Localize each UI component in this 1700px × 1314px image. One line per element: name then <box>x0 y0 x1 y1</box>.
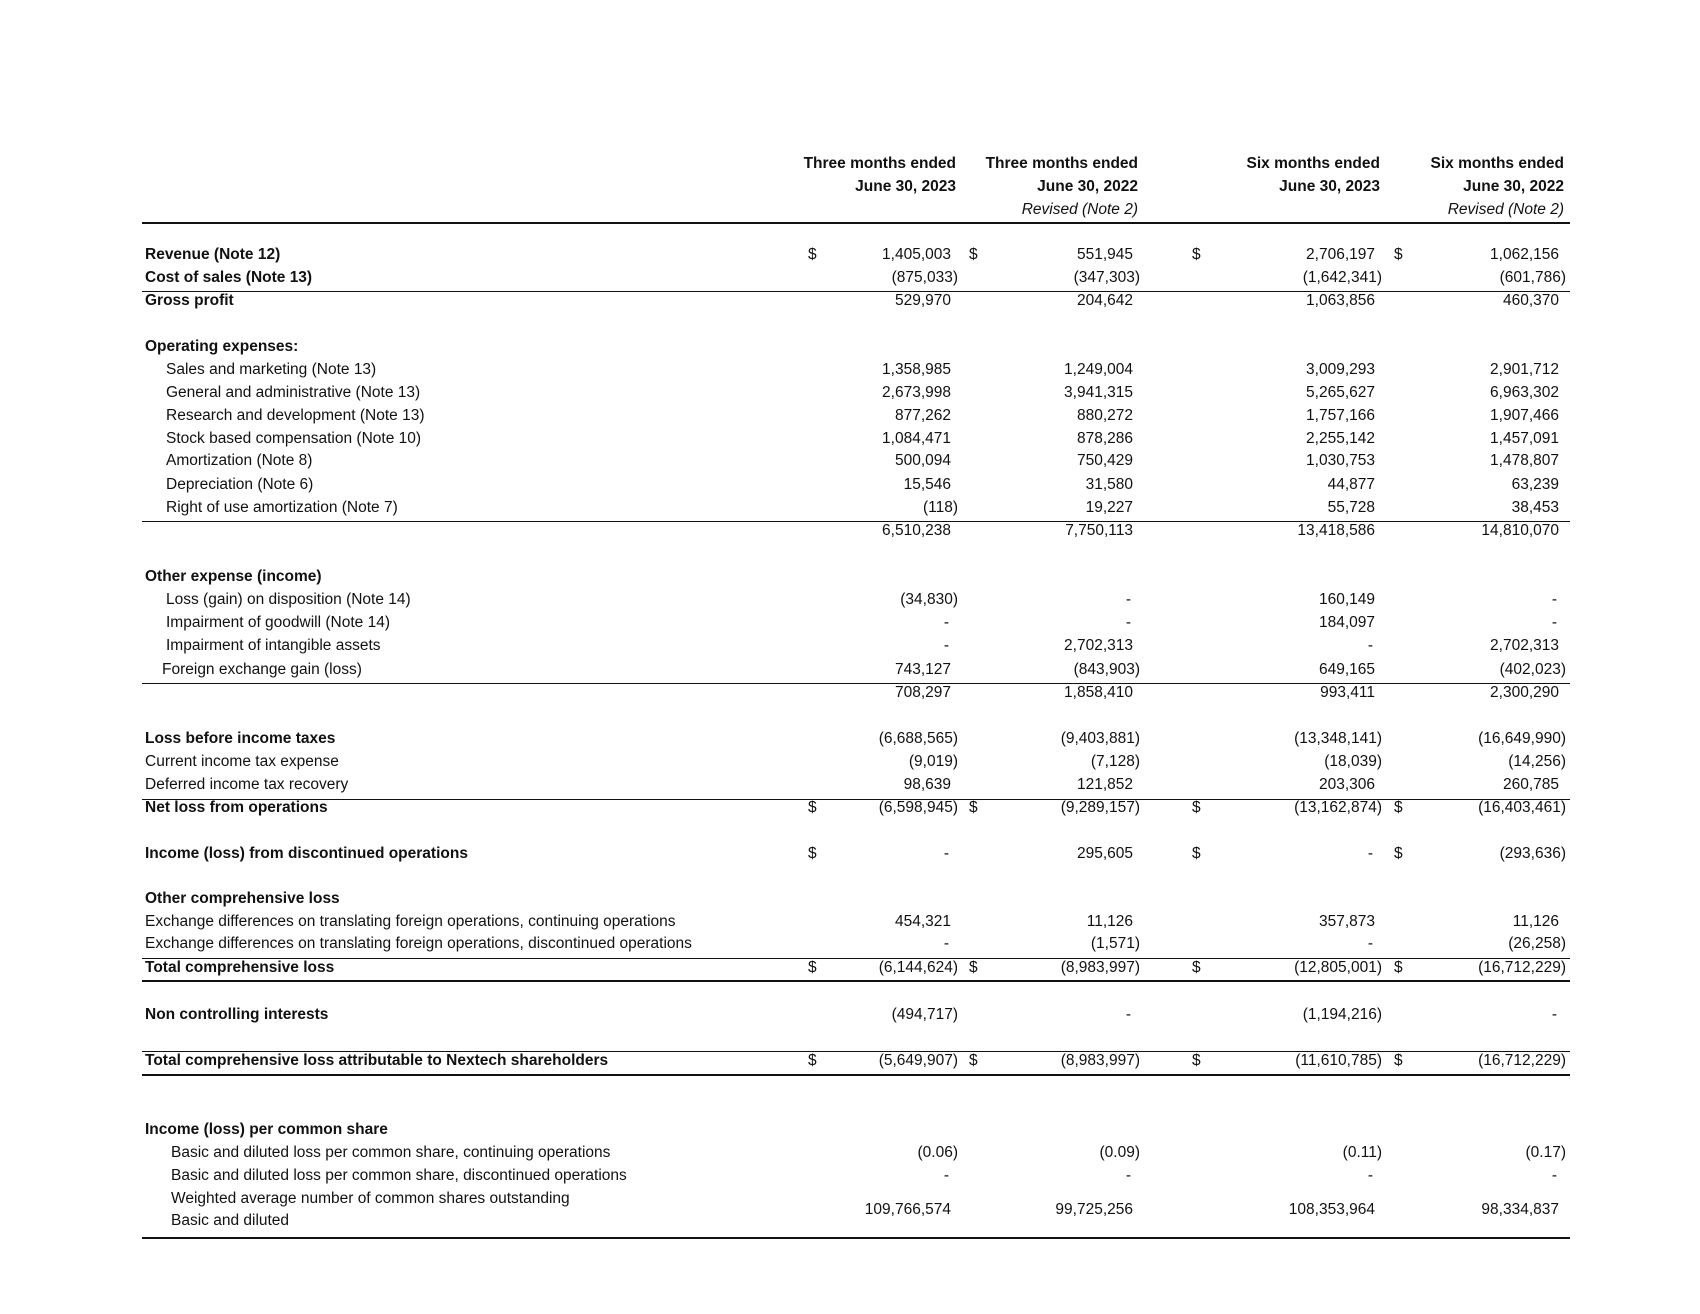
value-fx-gain-loss-col4: (402,023) <box>1499 661 1566 678</box>
value-net-loss-ops-col2: (9,289,157) <box>1060 799 1140 816</box>
value-fx-continuing-col4: 11,126 <box>1512 913 1559 930</box>
revised-note: Revised (Note 2) <box>1021 201 1138 218</box>
column-header-3: Six months ended June 30, 2023 <box>1246 155 1380 195</box>
value-other-total-col1: 708,297 <box>894 684 951 701</box>
row-label-current-tax: Current income tax expense <box>145 753 339 770</box>
value-loss-before-tax-col2: (9,403,881) <box>1060 730 1140 747</box>
value-impairment-intangible-col1: - <box>943 637 949 654</box>
value-gross-profit-col2: 204,642 <box>1076 292 1133 309</box>
column-header-1: Three months ended June 30, 2023 <box>803 155 956 195</box>
row-label-total-attributable: Total comprehensive loss attributable to Nextech shareholders <box>145 1052 609 1069</box>
value-other-total-col3: 993,411 <box>1320 684 1375 701</box>
value-amortization-col3: 1,030,753 <box>1306 452 1375 469</box>
value-depreciation-col4: 63,239 <box>1511 476 1559 493</box>
value-weighted-avg-col3: 108,353,964 <box>1288 1201 1375 1218</box>
value-total-attributable-col4: (16,712,229) <box>1478 1052 1566 1069</box>
value-deferred-tax-col2: 121,852 <box>1076 776 1133 793</box>
value-stock-comp-col2: 878,286 <box>1076 430 1133 447</box>
currency-symbol: $ <box>1192 799 1201 816</box>
value-sales-marketing-col4: 2,901,712 <box>1490 361 1559 378</box>
row-label-amortization: Amortization (Note 8) <box>166 452 313 469</box>
value-current-tax-col2: (7,128) <box>1090 753 1140 770</box>
row-label-loss-before-tax: Loss before income taxes <box>145 730 336 747</box>
value-weighted-avg-col4: 98,334,837 <box>1481 1201 1559 1218</box>
value-cost-of-sales-col2: (347,303) <box>1073 269 1140 286</box>
value-revenue-col1: 1,405,003 <box>882 246 951 263</box>
value-loss-gain-disposition-col2: - <box>1125 591 1131 608</box>
value-fx-continuing-col3: 357,873 <box>1318 913 1375 930</box>
value-opex-total-col2: 7,750,113 <box>1065 522 1133 539</box>
value-non-controlling-col3: (1,194,216) <box>1302 1006 1382 1023</box>
value-net-loss-ops-col3: (13,162,874) <box>1294 799 1382 816</box>
currency-symbol: $ <box>808 246 817 263</box>
value-total-attributable-col1: (5,649,907) <box>878 1052 958 1069</box>
currency-symbol: $ <box>1192 959 1201 976</box>
value-non-controlling-col4: - <box>1551 1006 1557 1023</box>
value-total-comprehensive-col4: (16,712,229) <box>1478 959 1566 976</box>
row-label-weighted-avg-line2: Basic and diluted <box>171 1212 290 1229</box>
value-impairment-intangible-col4: 2,702,313 <box>1490 637 1559 654</box>
row-label-revenue: Revenue (Note 12) <box>145 246 281 263</box>
value-eps-continuing-col3: (0.11) <box>1342 1144 1382 1161</box>
value-opex-total-col3: 13,418,586 <box>1297 522 1375 539</box>
value-loss-gain-disposition-col1: (34,830) <box>900 591 958 608</box>
value-discontinued-col3: - <box>1367 845 1373 862</box>
value-weighted-avg-col1: 109,766,574 <box>864 1201 951 1218</box>
row-label-eps-continuing: Basic and diluted loss per common share, continuing operations <box>171 1144 611 1161</box>
value-research-dev-col4: 1,907,466 <box>1490 407 1559 424</box>
value-total-attributable-col3: (11,610,785) <box>1295 1052 1382 1069</box>
row-label-deferred-tax: Deferred income tax recovery <box>145 776 349 793</box>
value-other-total-col2: 1,858,410 <box>1064 684 1133 701</box>
currency-symbol: $ <box>1192 246 1201 263</box>
row-label-impairment-intangible: Impairment of intangible assets <box>166 637 381 654</box>
revised-note: Revised (Note 2) <box>1447 201 1564 218</box>
currency-symbol: $ <box>969 1052 978 1069</box>
value-current-tax-col1: (9,019) <box>908 753 958 770</box>
row-label-fx-gain-loss: Foreign exchange gain (loss) <box>162 661 362 678</box>
value-depreciation-col1: 15,546 <box>903 476 951 493</box>
value-deferred-tax-col4: 260,785 <box>1502 776 1559 793</box>
currency-symbol: $ <box>808 1052 817 1069</box>
value-opex-total-col1: 6,510,238 <box>882 522 951 539</box>
row-label-rou-amortization: Right of use amortization (Note 7) <box>166 499 398 516</box>
value-current-tax-col4: (14,256) <box>1508 753 1566 770</box>
value-research-dev-col3: 1,757,166 <box>1306 407 1375 424</box>
value-loss-before-tax-col4: (16,649,990) <box>1478 730 1566 747</box>
row-label-stock-comp: Stock based compensation (Note 10) <box>166 430 422 447</box>
value-impairment-goodwill-col3: 184,097 <box>1318 614 1375 631</box>
row-label-per-share: Income (loss) per common share <box>145 1121 388 1138</box>
currency-symbol: $ <box>1394 959 1403 976</box>
row-label-fx-continuing: Exchange differences on translating foreign operations, continuing operations <box>145 913 676 930</box>
value-discontinued-col2: 295,605 <box>1076 845 1133 862</box>
row-label-depreciation: Depreciation (Note 6) <box>166 476 314 493</box>
currency-symbol: $ <box>1192 845 1201 862</box>
value-gross-profit-col1: 529,970 <box>894 292 951 309</box>
value-eps-continuing-col4: (0.17) <box>1525 1144 1566 1161</box>
row-label-general-admin: General and administrative (Note 13) <box>166 384 421 401</box>
row-label-operating-expenses: Operating expenses: <box>145 338 299 355</box>
value-loss-before-tax-col3: (13,348,141) <box>1294 730 1382 747</box>
value-impairment-intangible-col2: 2,702,313 <box>1064 637 1133 654</box>
value-net-loss-ops-col4: (16,403,461) <box>1478 799 1566 816</box>
value-amortization-col1: 500,094 <box>894 452 951 469</box>
value-gross-profit-col4: 460,370 <box>1502 292 1559 309</box>
value-revenue-col2: 551,945 <box>1076 246 1133 263</box>
row-label-other-comprehensive: Other comprehensive loss <box>145 890 340 907</box>
value-other-total-col4: 2,300,290 <box>1490 684 1559 701</box>
rule-bottom <box>142 1237 1570 1239</box>
value-research-dev-col1: 877,262 <box>894 407 951 424</box>
currency-symbol: $ <box>969 246 978 263</box>
value-gross-profit-col3: 1,063,856 <box>1306 292 1375 309</box>
value-eps-discontinued-col1: - <box>943 1167 949 1184</box>
value-rou-amortization-col2: 19,227 <box>1085 499 1133 516</box>
value-fx-discontinued-col2: (1,571) <box>1090 935 1140 952</box>
column-header-4: Six months ended June 30, 2022 Revised (Note 2) <box>1368 152 1564 221</box>
row-label-cost-of-sales: Cost of sales (Note 13) <box>145 269 313 286</box>
value-eps-continuing-col2: (0.09) <box>1099 1144 1140 1161</box>
currency-symbol: $ <box>1394 845 1403 862</box>
row-label-fx-discontinued: Exchange differences on translating foreign operations, discontinued operations <box>145 935 692 952</box>
value-rou-amortization-col3: 55,728 <box>1327 499 1375 516</box>
value-loss-gain-disposition-col3: 160,149 <box>1318 591 1375 608</box>
value-rou-amortization-col4: 38,453 <box>1511 499 1559 516</box>
value-research-dev-col2: 880,272 <box>1076 407 1133 424</box>
rule-total-comprehensive <box>142 980 1570 982</box>
value-total-comprehensive-col3: (12,805,001) <box>1294 959 1382 976</box>
value-fx-gain-loss-col3: 649,165 <box>1318 661 1375 678</box>
value-non-controlling-col1: (494,717) <box>891 1006 958 1023</box>
value-amortization-col2: 750,429 <box>1076 452 1133 469</box>
row-label-other-expense: Other expense (income) <box>145 568 322 585</box>
value-revenue-col4: 1,062,156 <box>1490 246 1559 263</box>
value-discontinued-col4: (293,636) <box>1499 845 1566 862</box>
row-label-research-dev: Research and development (Note 13) <box>166 407 425 424</box>
row-label-sales-marketing: Sales and marketing (Note 13) <box>166 361 377 378</box>
value-impairment-goodwill-col2: - <box>1125 614 1131 631</box>
currency-symbol: $ <box>1394 799 1403 816</box>
value-sales-marketing-col3: 3,009,293 <box>1306 361 1375 378</box>
currency-symbol: $ <box>808 845 817 862</box>
value-general-admin-col3: 5,265,627 <box>1306 384 1375 401</box>
value-amortization-col4: 1,478,807 <box>1490 452 1559 469</box>
currency-symbol: $ <box>808 959 817 976</box>
value-net-loss-ops-col1: (6,598,945) <box>878 799 958 816</box>
value-impairment-goodwill-col4: - <box>1551 614 1557 631</box>
value-eps-discontinued-col2: - <box>1125 1167 1131 1184</box>
value-total-attributable-col2: (8,983,997) <box>1060 1052 1140 1069</box>
value-fx-discontinued-col3: - <box>1367 935 1373 952</box>
header-rule <box>142 222 1570 224</box>
value-weighted-avg-col2: 99,725,256 <box>1055 1201 1133 1218</box>
currency-symbol: $ <box>969 799 978 816</box>
value-revenue-col3: 2,706,197 <box>1306 246 1375 263</box>
currency-symbol: $ <box>969 959 978 976</box>
currency-symbol: $ <box>808 799 817 816</box>
value-general-admin-col4: 6,963,302 <box>1490 384 1559 401</box>
value-fx-continuing-col1: 454,321 <box>894 913 951 930</box>
currency-symbol: $ <box>1394 1052 1403 1069</box>
row-label-gross-profit: Gross profit <box>145 292 234 309</box>
value-deferred-tax-col3: 203,306 <box>1318 776 1375 793</box>
value-general-admin-col2: 3,941,315 <box>1064 384 1133 401</box>
value-total-comprehensive-col1: (6,144,624) <box>878 959 958 976</box>
row-label-total-comprehensive: Total comprehensive loss <box>145 959 335 976</box>
value-fx-gain-loss-col1: 743,127 <box>894 661 951 678</box>
value-cost-of-sales-col3: (1,642,341) <box>1302 269 1382 286</box>
value-stock-comp-col1: 1,084,471 <box>882 430 951 447</box>
value-opex-total-col4: 14,810,070 <box>1481 522 1559 539</box>
value-deferred-tax-col1: 98,639 <box>903 776 951 793</box>
value-depreciation-col2: 31,580 <box>1085 476 1133 493</box>
currency-symbol: $ <box>1192 1052 1201 1069</box>
value-fx-discontinued-col4: (26,258) <box>1508 935 1566 952</box>
value-sales-marketing-col2: 1,249,004 <box>1064 361 1133 378</box>
value-eps-discontinued-col3: - <box>1367 1167 1373 1184</box>
value-discontinued-col1: - <box>943 845 949 862</box>
value-depreciation-col3: 44,877 <box>1327 476 1375 493</box>
row-label-weighted-avg-line1: Weighted average number of common shares outstanding <box>171 1190 570 1207</box>
value-stock-comp-col4: 1,457,091 <box>1490 430 1559 447</box>
value-general-admin-col1: 2,673,998 <box>882 384 951 401</box>
value-fx-discontinued-col1: - <box>943 935 949 952</box>
rule-attributable <box>142 1074 1570 1076</box>
value-cost-of-sales-col4: (601,786) <box>1499 269 1566 286</box>
value-rou-amortization-col1: (118) <box>922 499 958 516</box>
value-stock-comp-col3: 2,255,142 <box>1306 430 1375 447</box>
value-cost-of-sales-col1: (875,033) <box>891 269 958 286</box>
value-total-comprehensive-col2: (8,983,997) <box>1060 959 1140 976</box>
row-label-loss-gain-disposition: Loss (gain) on disposition (Note 14) <box>166 591 411 608</box>
value-eps-discontinued-col4: - <box>1551 1167 1557 1184</box>
value-loss-before-tax-col1: (6,688,565) <box>878 730 958 747</box>
row-label-net-loss-ops: Net loss from operations <box>145 799 328 816</box>
value-non-controlling-col2: - <box>1125 1006 1131 1023</box>
row-label-non-controlling: Non controlling interests <box>145 1006 329 1023</box>
value-impairment-goodwill-col1: - <box>943 614 949 631</box>
row-label-eps-discontinued: Basic and diluted loss per common share, discontinued operations <box>171 1167 627 1184</box>
value-current-tax-col3: (18,039) <box>1324 753 1382 770</box>
row-label-discontinued: Income (loss) from discontinued operations <box>145 845 468 862</box>
row-label-impairment-goodwill: Impairment of goodwill (Note 14) <box>166 614 390 631</box>
value-eps-continuing-col1: (0.06) <box>917 1144 958 1161</box>
value-sales-marketing-col1: 1,358,985 <box>882 361 951 378</box>
value-impairment-intangible-col3: - <box>1367 637 1373 654</box>
column-header-2: Three months ended June 30, 2022 Revised (Note 2) <box>942 152 1138 221</box>
value-fx-continuing-col2: 11,126 <box>1086 913 1133 930</box>
currency-symbol: $ <box>1394 246 1403 263</box>
value-loss-gain-disposition-col4: - <box>1551 591 1557 608</box>
value-fx-gain-loss-col2: (843,903) <box>1073 661 1140 678</box>
